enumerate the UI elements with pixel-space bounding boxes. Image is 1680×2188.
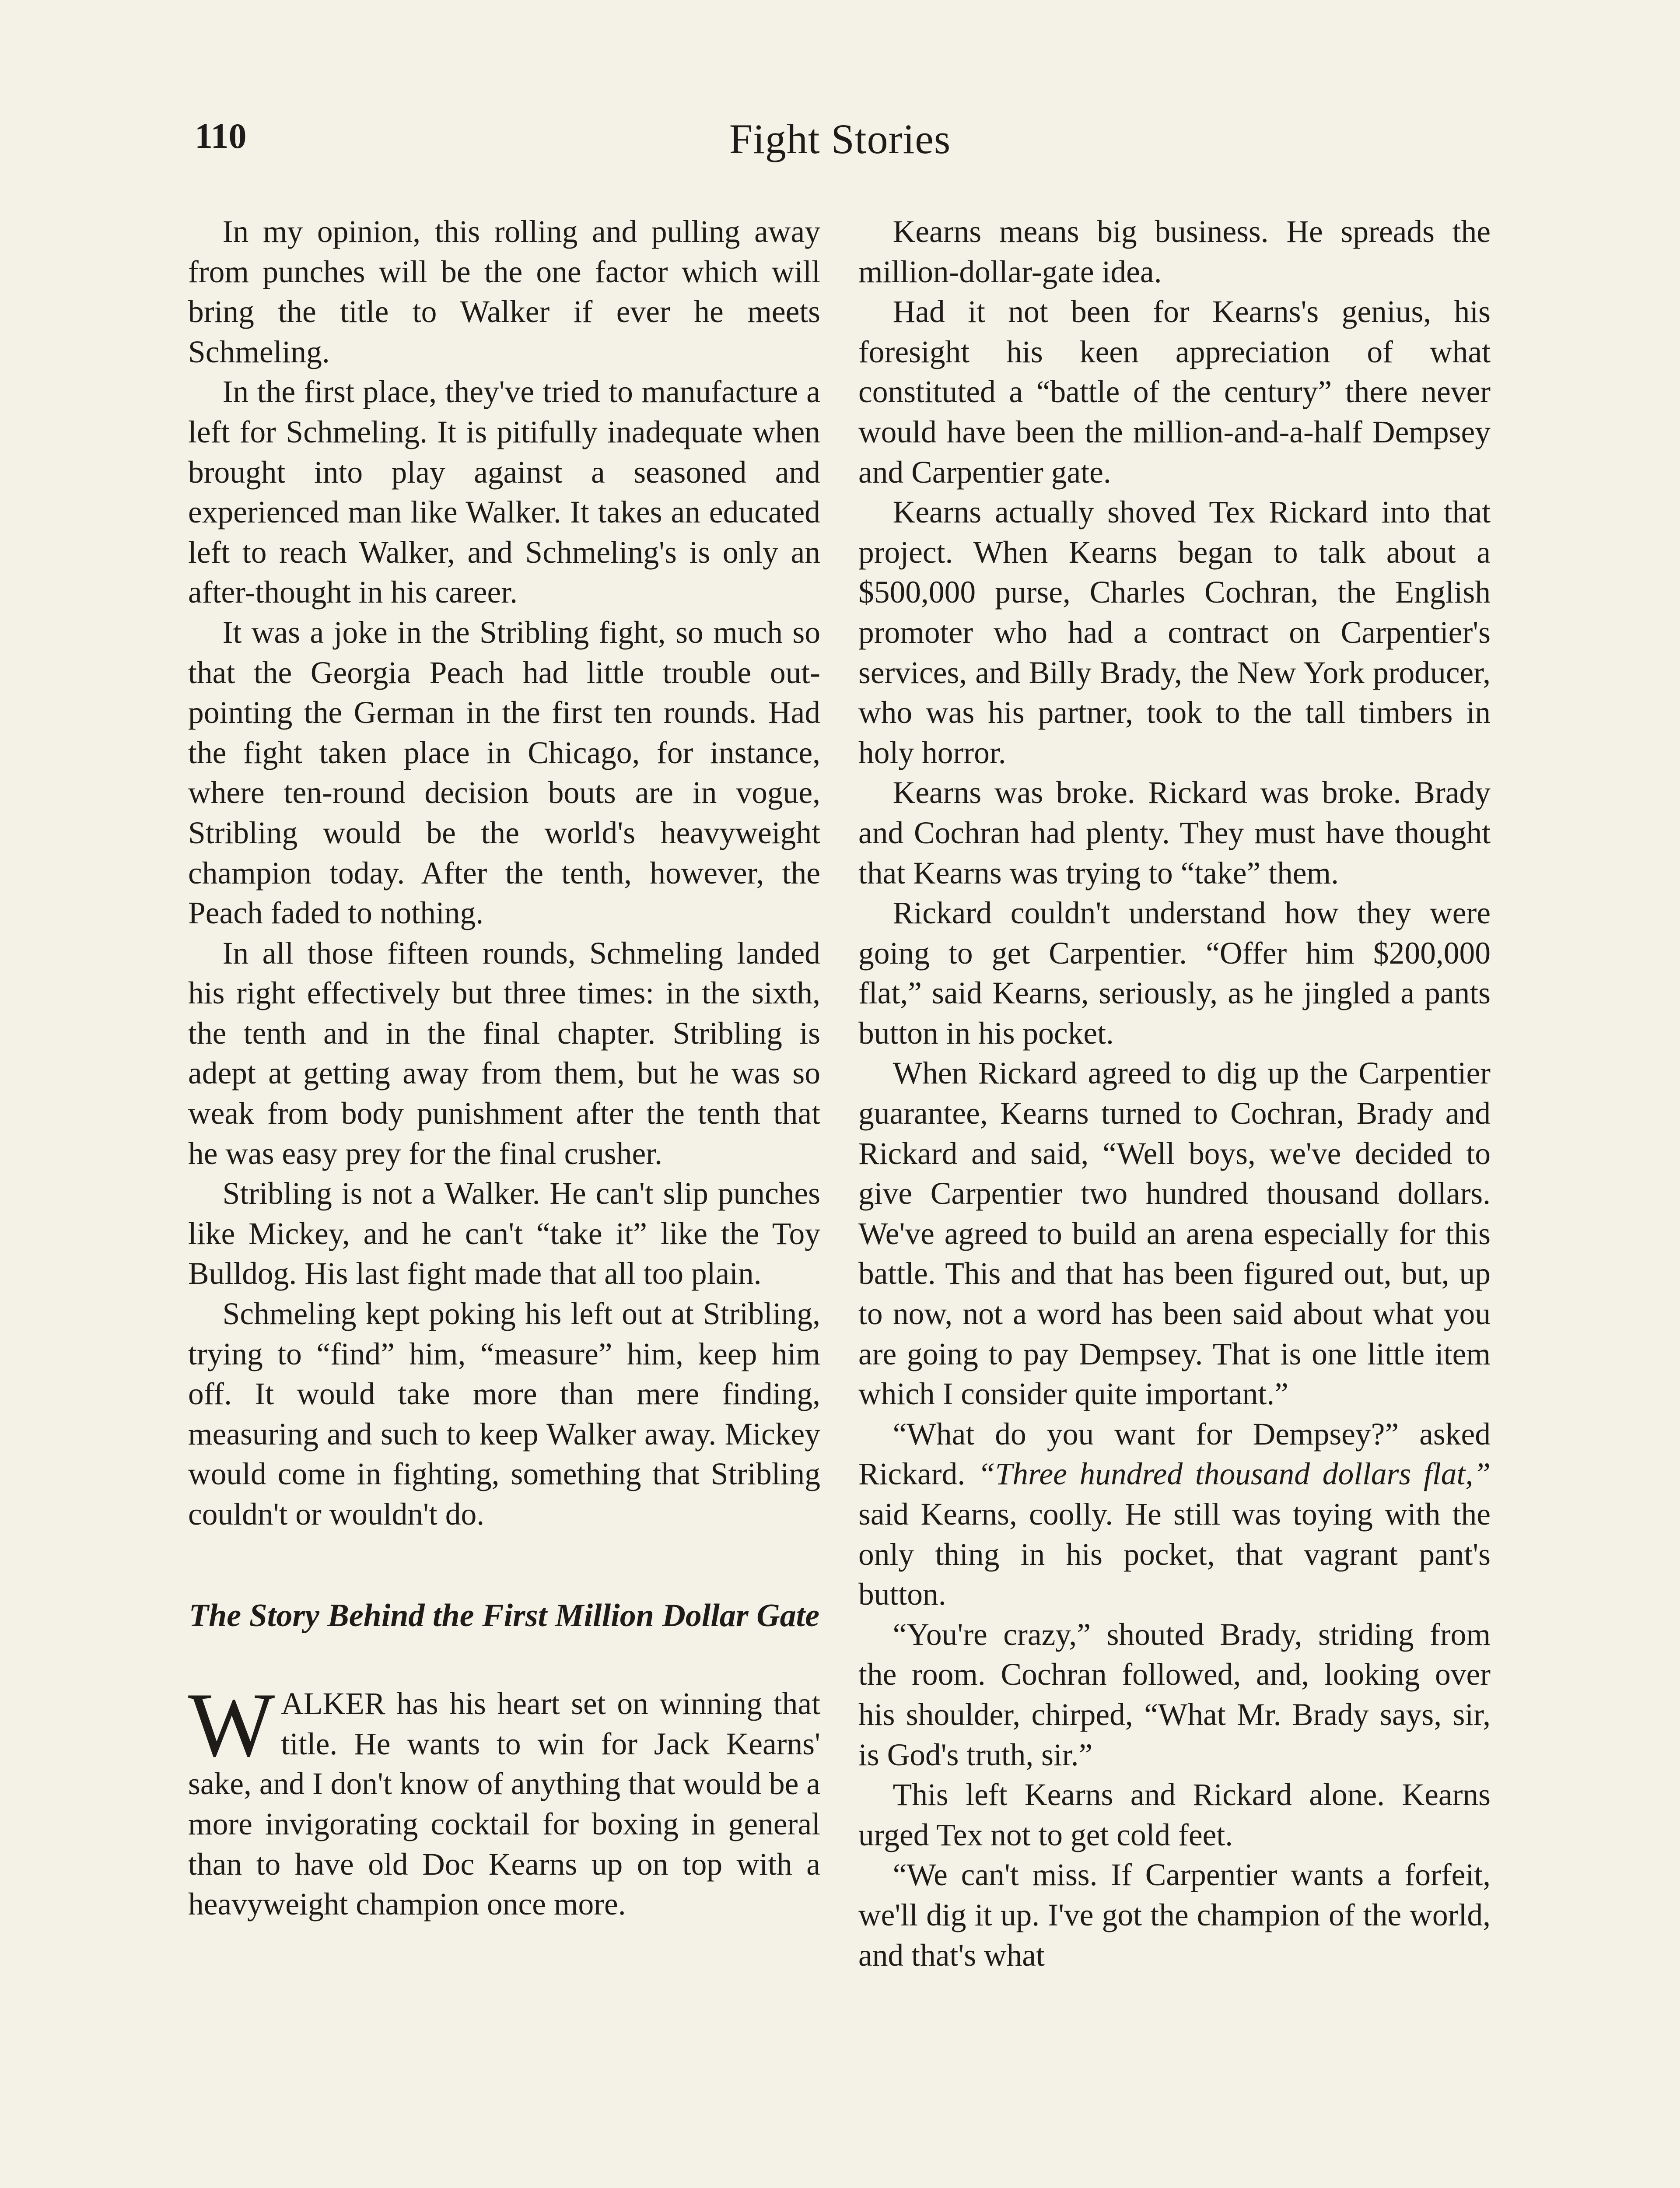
paragraph-text: ALKER has his heart set on winning that title. He wants to win for Jack Kearns' sake, and I don't know of anything that would be a more invigorating cocktail for boxing in general than to have old Doc Kearns up on top with a heavyweight champion once more. (188, 1687, 820, 1922)
paragraph: Kearns actually shoved Tex Rickard into that project. When Kearns began to talk about a $500,000 purse, Charles Cochran, the English promoter who had a contract on Carpentier's services, and Billy Brady, the New York producer, who was his partner, took to the tall timbers in holy horror. (858, 495, 1491, 770)
paragraph: In my opinion, this rolling and pulling away from punches will be the one factor which will bring the title to Walker if ever he meets Schmeling. (188, 214, 820, 369)
dialogue-italic: “Three hundred thousand dollars flat,” (977, 1457, 1491, 1492)
page-number: 110 (195, 116, 247, 156)
paragraph: “We can't miss. If Carpentier wants a forfeit, we'll dig it up. I've got the champion of the world, and that's what (858, 1858, 1491, 1973)
paragraph: Schmeling kept poking his left out at Stribling, trying to “find” him, “measure” him, keep him off. It would take more than mere finding, measuring and such to keep Walker away. Mickey would come in fighting, something that Stribling couldn't or wouldn't do. (188, 1297, 820, 1532)
running-title: Fight Stories (729, 116, 951, 162)
drop-cap: W (188, 1674, 275, 1776)
left-column (188, 212, 820, 1925)
dialogue-end: said Kearns, coolly. He still was toying with the only thing in his pocket, that vagrant pant's button. (858, 1497, 1491, 1612)
paragraph: Kearns means big business. He spreads the million-dollar-gate idea. (858, 214, 1491, 289)
paragraph: It was a joke in the Stribling fight, so much so that the Georgia Peach had little trouble out-pointing the German in the first ten rounds. Had the fight taken place in Chicago, for instance, where ten-round decision bouts are in vogue, Stribling would be the world's heavyweight champion today. After the tenth, however, the Peach faded to nothing. (188, 615, 820, 931)
right-column (858, 212, 1491, 1975)
paragraph: When Rickard agreed to dig up the Carpentier guarantee, Kearns turned to Cochran, Brady and Rickard and said, “Well boys, we've decided to give Carpentier two hundred thousand dollars. We've agreed to build an arena especially for this battle. This and that has been figured out, but, up to now, not a word has been said about what you are going to pay Dempsey. That is one little item which I consider quite important.” (858, 1056, 1491, 1412)
paragraph: Rickard couldn't understand how they were going to get Carpentier. “Offer him $200,000 flat,” said Kearns, seriously, as he jingled a pants button in his pocket. (858, 896, 1491, 1051)
paragraph: Kearns was broke. Rickard was broke. Brady and Cochran had plenty. They must have thought that Kearns was trying to “take” them. (858, 775, 1491, 891)
paragraph: In the first place, they've tried to manufacture a left for Schmeling. It is pitifully inadequate when brought into play against a seasoned and experienced man like Walker. It takes an educated left to reach Walker, and Schmeling's is only an after-thought in his career. (188, 375, 820, 610)
paragraph: Had it not been for Kearns's genius, his foresight his keen appreciation of what constituted a “battle of the century” there never would have been the million-and-a-half Dempsey and Carpentier gate. (858, 295, 1491, 490)
paragraph: This left Kearns and Rickard alone. Kearns urged Tex not to get cold feet. (858, 1778, 1491, 1852)
dialogue-start: “What do you want for Dempsey?” asked Rickard. (858, 1417, 1491, 1492)
paragraph: In all those fifteen rounds, Schmeling landed his right effectively but three times: in the sixth, the tenth and in the final chapter. Stribling is adept at getting away from them, but he was so weak from body punishment after the tenth that he was easy prey for the final crusher. (188, 936, 820, 1171)
paragraph: Stribling is not a Walker. He can't slip punches like Mickey, and he can't “take it” like the Toy Bulldog. His last fight made that all too plain. (188, 1176, 820, 1291)
dropcap-paragraph (188, 1674, 820, 1925)
section-heading: The Story Behind the First Million Dollar Gate (189, 1597, 820, 1634)
paragraph: “You're crazy,” shouted Brady, striding from the room. Cochran followed, and, looking over his shoulder, chirped, “What Mr. Brady says, sir, is God's truth, sir.” (858, 1617, 1491, 1772)
dialogue-paragraph (858, 1414, 1491, 1615)
